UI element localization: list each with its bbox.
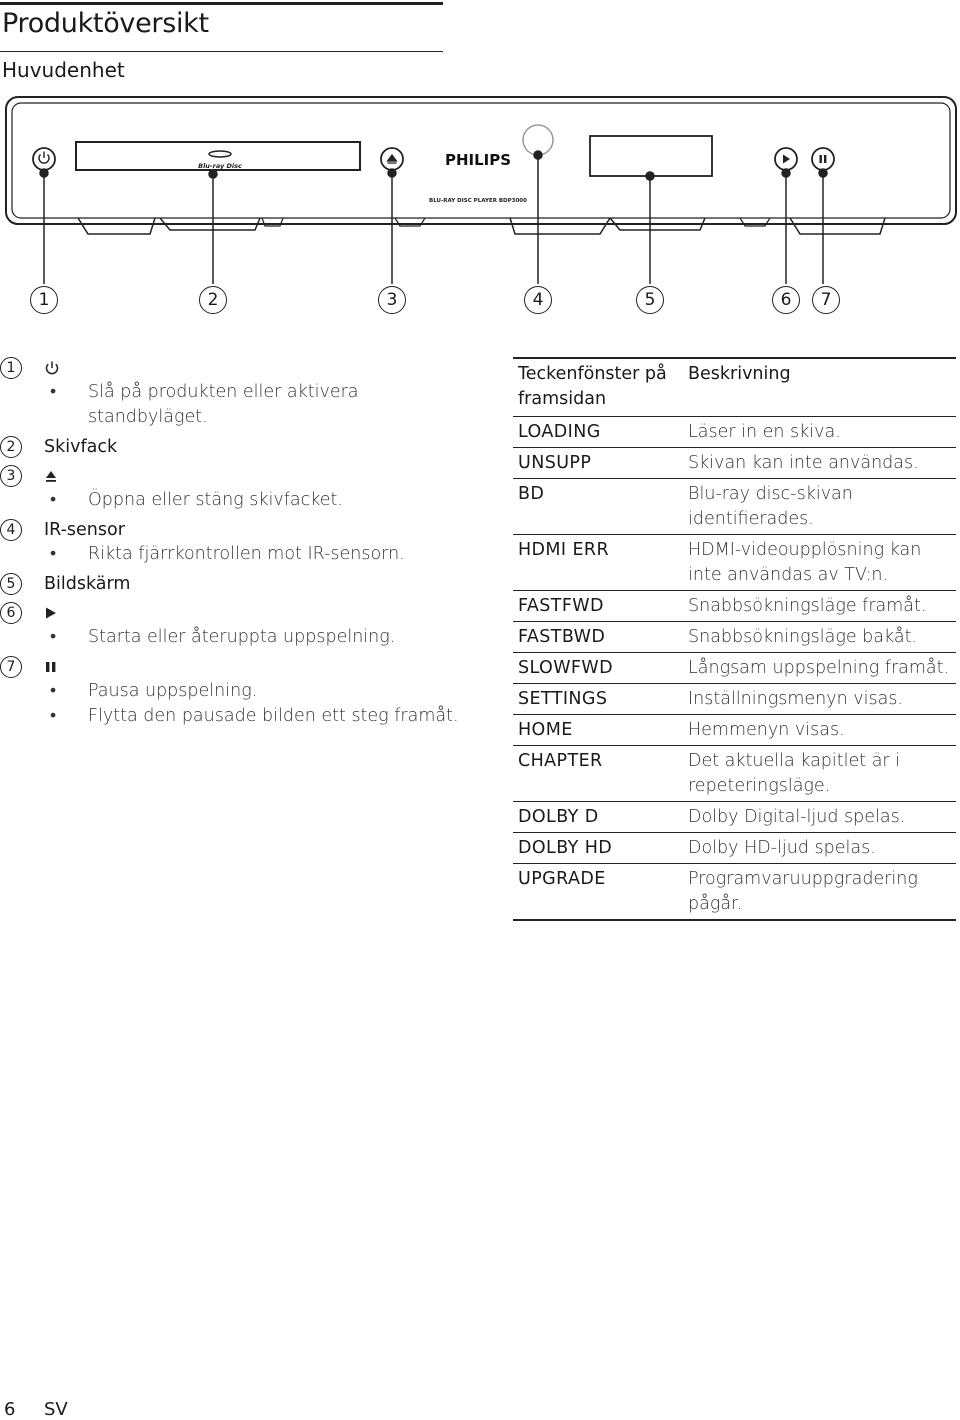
list-item <box>0 601 470 650</box>
model-label: BLU-RAY DISC PLAYER BDP3000 <box>429 198 527 204</box>
callout-2: 2 <box>199 286 227 314</box>
item-label: Skivfack <box>44 437 118 457</box>
item-bullet: • Slå på produkten eller aktivera standbyläget. <box>44 380 470 430</box>
item-number: 1 <box>0 357 22 379</box>
list-item <box>0 356 470 430</box>
table-cell-code: UPGRADE <box>518 869 606 889</box>
play-icon <box>44 606 58 620</box>
table-row <box>513 833 956 864</box>
table-cell-code: DOLBY D <box>518 807 599 827</box>
display-message-table <box>513 357 956 921</box>
table-cell-description: HDMI-videoupplösning kan inte användas av TV:n. <box>688 540 922 585</box>
list-item <box>0 464 470 513</box>
item-bullet: • Starta eller återuppta uppspelning. <box>44 625 470 650</box>
table-cell-description: Inställningsmenyn visas. <box>688 689 903 709</box>
pause-button-shape <box>812 148 834 170</box>
page-title: Produktöversikt <box>2 8 209 39</box>
brand-logo: PHILIPS <box>444 151 512 169</box>
pause-icon <box>44 660 58 674</box>
table-header-description: Beskrivning <box>688 364 791 384</box>
callout-1: 1 <box>30 286 58 314</box>
table-cell-code: HDMI ERR <box>518 540 610 560</box>
callout-7: 7 <box>812 286 840 314</box>
bluray-logo-icon <box>198 151 242 170</box>
item-number: 6 <box>0 602 22 624</box>
header-rule <box>0 51 443 52</box>
item-number: 2 <box>0 436 22 458</box>
callout-4: 4 <box>524 286 552 314</box>
list-item <box>0 435 470 459</box>
header-rule-top <box>0 2 443 5</box>
item-number: 3 <box>0 465 22 487</box>
table-cell-description: Läser in en skiva. <box>688 422 841 442</box>
item-bullet: • Flytta den pausade bilden ett steg framåt. <box>44 704 470 729</box>
table-cell-code: HOME <box>518 720 573 740</box>
power-icon <box>44 360 60 376</box>
table-header-display: Teckenfönster på framsidan <box>518 364 667 409</box>
table-row <box>513 479 956 535</box>
item-number: 4 <box>0 519 22 541</box>
list-item <box>0 518 470 567</box>
table-cell-description: Programvaruuppgradering pågår. <box>688 869 918 914</box>
device-front-illustration <box>0 92 960 292</box>
table-row <box>513 653 956 684</box>
table-cell-description: Snabbsökningsläge bakåt. <box>688 627 917 647</box>
table-cell-code: UNSUPP <box>518 453 592 473</box>
table-cell-description: Skivan kan inte användas. <box>688 453 919 473</box>
table-cell-code: SETTINGS <box>518 689 608 709</box>
item-number: 5 <box>0 573 22 595</box>
table-cell-description: Dolby HD-ljud spelas. <box>688 838 876 858</box>
table-cell-description: Dolby Digital-ljud spelas. <box>688 807 906 827</box>
table-cell-description: Långsam uppspelning framåt. <box>688 658 950 678</box>
page-subtitle: Huvudenhet <box>2 58 125 82</box>
table-cell-description: Hemmenyn visas. <box>688 720 845 740</box>
item-bullet: • Rikta fjärrkontrollen mot IR-sensorn. <box>44 542 470 567</box>
item-number: 7 <box>0 656 22 678</box>
page-number: 6 <box>4 1399 16 1420</box>
component-list <box>0 356 470 734</box>
item-bullet: • Pausa uppspelning. <box>44 679 470 704</box>
eject-icon <box>44 469 58 483</box>
callout-3: 3 <box>378 286 406 314</box>
svg-text:Blu-ray Disc: Blu-ray Disc <box>198 162 242 170</box>
table-cell-code: FASTFWD <box>518 596 604 616</box>
callout-5: 5 <box>636 286 664 314</box>
table-cell-code: LOADING <box>518 422 601 442</box>
table-row <box>513 684 956 715</box>
table-cell-code: SLOWFWD <box>518 658 613 678</box>
page-footer <box>4 1399 68 1420</box>
language-code: SV <box>44 1399 68 1420</box>
table-row <box>513 535 956 591</box>
table-cell-description: Blu-ray disc-skivan identifierades. <box>688 484 853 529</box>
item-bullet: • Öppna eller stäng skivfacket. <box>44 488 470 513</box>
table-cell-code: FASTBWD <box>518 627 606 647</box>
list-item <box>0 655 470 729</box>
table-row <box>513 417 956 448</box>
table-header <box>513 357 956 417</box>
table-row <box>513 746 956 802</box>
table-cell-description: Snabbsökningsläge framåt. <box>688 596 927 616</box>
table-cell-code: BD <box>518 484 545 504</box>
item-label: IR-sensor <box>44 520 125 540</box>
table-row <box>513 622 956 653</box>
table-row <box>513 864 956 921</box>
table-cell-code: CHAPTER <box>518 751 603 771</box>
callout-6: 6 <box>772 286 800 314</box>
table-row <box>513 802 956 833</box>
table-row <box>513 715 956 746</box>
callout-row <box>0 286 960 320</box>
item-label: Bildskärm <box>44 574 131 594</box>
table-cell-code: DOLBY HD <box>518 838 613 858</box>
table-row <box>513 591 956 622</box>
power-button-shape <box>33 148 55 170</box>
table-row <box>513 448 956 479</box>
list-item <box>0 572 470 596</box>
table-cell-description: Det aktuella kapitlet är i repeteringsläge. <box>688 751 901 796</box>
